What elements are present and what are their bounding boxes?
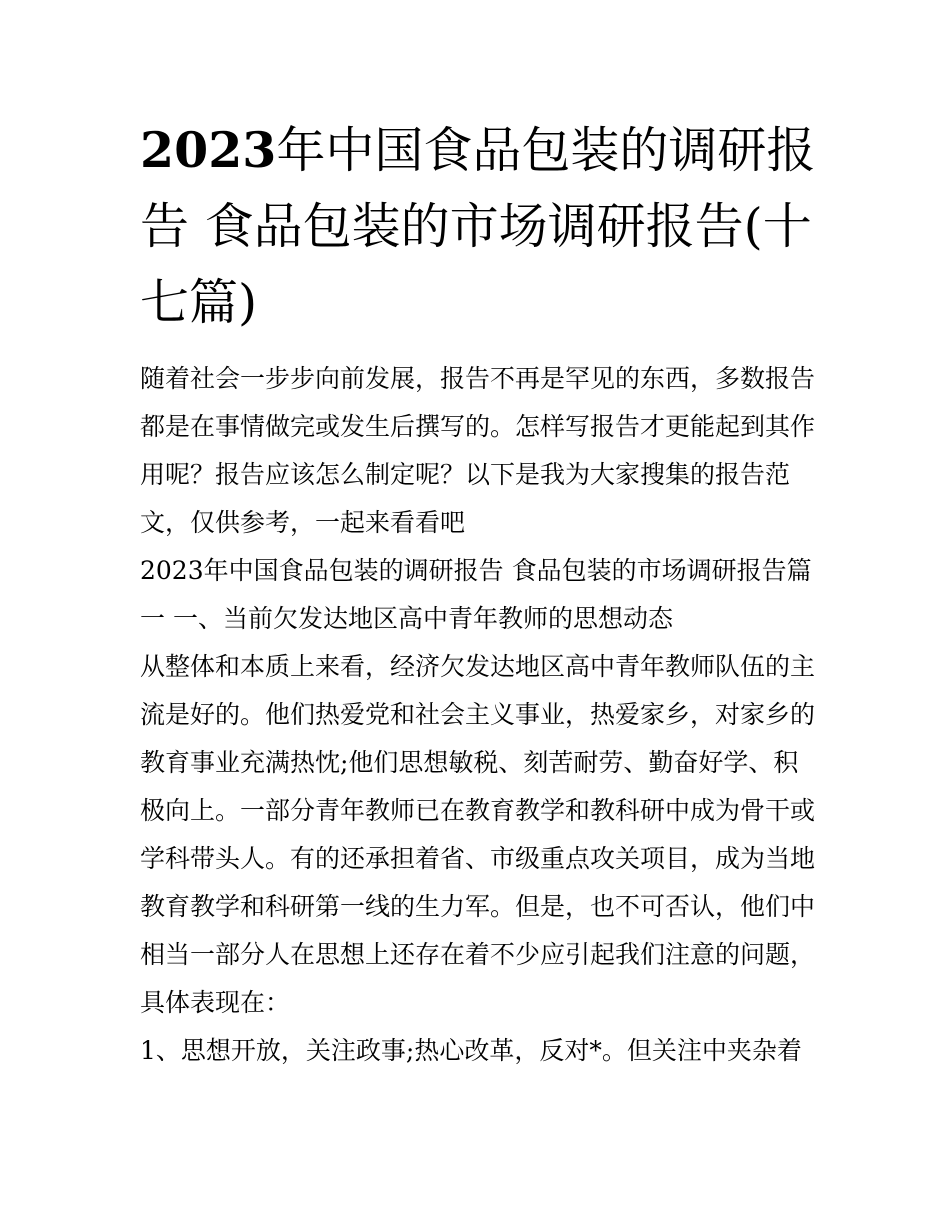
body-paragraph: 从整体和本质上来看，经济欠发达地区高中青年教师队伍的主流是好的。他们热爱党和社会主义事业，热爱家乡，对家乡的教育事业充满热忱;他们思想敏税、刻苦耐劳、勤奋好学、积极向上。一部分青年教师已在教育教学和教科研中成为骨干或学科带头人。有的还承担着省、市级重点攻关项目，成为当地教育教学和科研第一线的生力军。但是，也不可否认，他们中相当一部分人在思想上还存在着不少应引起我们注意的问题，具体表现在：: [140, 652, 816, 1017]
document-body: [140, 355, 820, 1075]
document-title: [140, 112, 820, 341]
title-text: 年中国食品包装的调研报告 食品包装的市场调研报告(十七篇): [140, 122, 816, 331]
title-year: 2023: [140, 121, 277, 179]
intro-paragraph: 随着社会一步步向前发展，报告不再是罕见的东西，多数报告都是在事情做完或发生后撰写的。怎样写报告才更能起到其作用呢？报告应该怎么制定呢？以下是我为大家搜集的报告范文，仅供参考，一起来看看吧: [140, 364, 816, 537]
list-item-1: 1、思想开放，关注政事;热心改革，反对*。但关注中夹杂着: [140, 1036, 802, 1065]
section-heading: 2023年中国食品包装的调研报告 食品包装的市场调研报告篇一 一、当前欠发达地区高中青年教师的思想动态: [140, 556, 812, 633]
